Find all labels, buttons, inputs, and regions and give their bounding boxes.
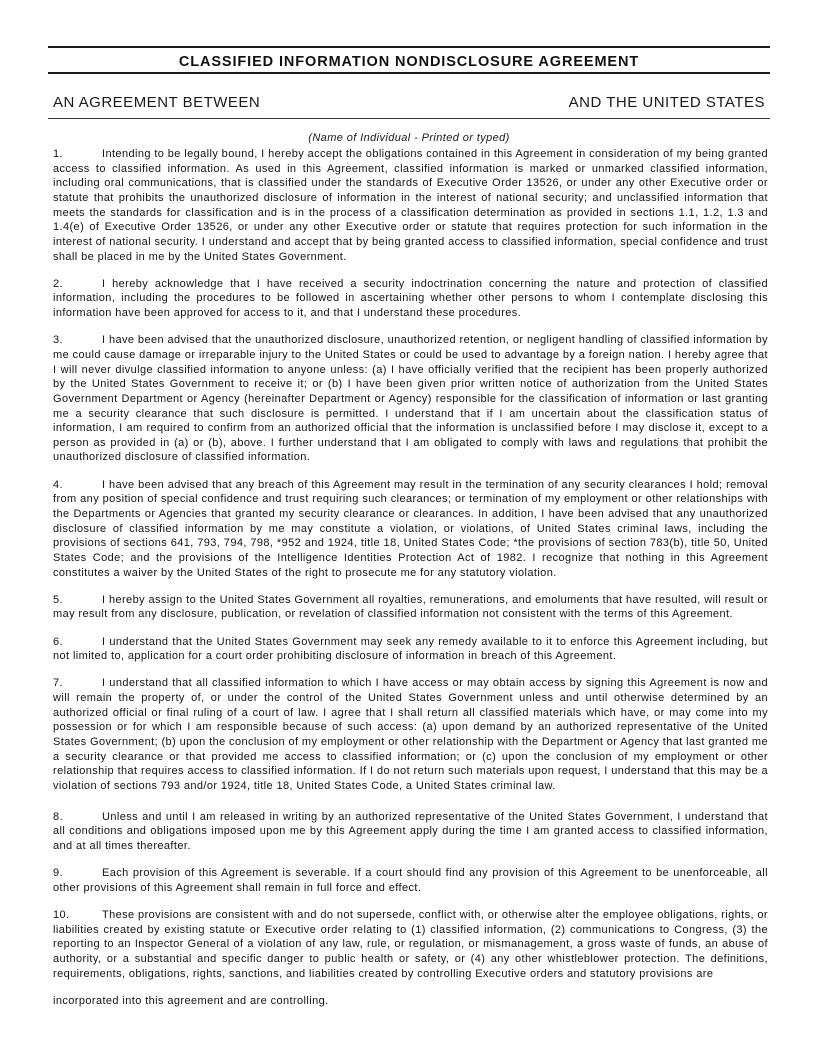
- top-rule: [48, 46, 770, 48]
- paragraph-number: 4.: [53, 478, 63, 491]
- paragraph-number: 9.: [53, 867, 63, 880]
- paragraph-text: I have been advised that the unauthorized disclosure, unauthorized retention, or negligent handling of classified information by me could cause damage or irreparable injury to the United States or could be used to advantage by a foreign nation. I hereby agree that I will never divulge classified information to anyone unless: (a) I have officially verified that the recipient has been properly authorized by the United States Government to receive it; or (b) I have been given prior written notice of authorization from the United States Government Department or Agency (hereinafter Department or Agency) responsible for the classification of information or last granting me a security clearance that such disclosure is permitted. I understand that if I am uncertain about the classification status of information, I am required to confirm from an authorized official that the information is unclassified before I may disclose it, except to a person as provided in (a) or (b), above. I further understand that I am obligated to comply with laws and regulations that prohibit the unauthorized disclosure of classified information.: [53, 334, 768, 464]
- paragraph-2: [53, 277, 768, 321]
- paragraph-number: 1.: [53, 148, 63, 160]
- document-title: CLASSIFIED INFORMATION NONDISCLOSURE AGREEMENT: [178, 54, 640, 70]
- name-line: [48, 118, 770, 119]
- paragraph-number: 3.: [53, 334, 63, 347]
- paragraph-continuation: incorporated into this agreement and are controlling.: [53, 994, 329, 1007]
- paragraph-number: 8.: [53, 810, 63, 823]
- paragraph-number: 7.: [53, 677, 63, 690]
- paragraph-8: [53, 810, 768, 854]
- paragraph-5: [53, 593, 768, 622]
- agreement-body: [53, 147, 768, 1008]
- paragraph-4: [53, 478, 768, 581]
- united-states-label: AND THE UNITED STATES: [568, 94, 765, 111]
- paragraph-text: These provisions are consistent with and do not supersede, conflict with, or otherwise alter the employee obligations, rights, or liabilities created by existing statute or Executive order relating to (1) classified information, (2) communications to Congress, (3) the reporting to an Inspector General of a violation of any law, rule, or regulation, or mismanagement, a gross waste of funds, an abuse of authority, or a substantial and specific danger to public health or safety, or (4) any other whistleblower protection. The definitions, requirements, obligations, rights, sanctions, and liabilities created by controlling Executive orders and statutory provisions are: [53, 908, 768, 980]
- paragraph-text: Intending to be legally bound, I hereby accept the obligations contained in this Agreement in consideration of my being granted access to classified information. As used in this Agreement, classified information is marked or unmarked classified information, including oral communications, that is classified under the standards of Executive Order 13526, or under any other Executive order or statute that prohibits the unauthorized disclosure of information in the interest of national security; and unclassified information that meets the standards for classification and is in the process of a classification determination as provided in sections 1.1, 1.2, 1.3 and 1.4(e) of Executive Order 13526, or under any other Executive order or statute that requires protection for such information in the interest of national security. I understand and accept that by being granted access to classified information, special confidence and trust shall be placed in me by the United States Government.: [53, 148, 768, 263]
- paragraph-9: [53, 866, 768, 895]
- paragraph-text: Each provision of this Agreement is severable. If a court should find any provision of this Agreement to be unenforceable, all other provisions of this Agreement shall remain in full force and effect.: [53, 867, 768, 894]
- paragraph-6: [53, 635, 768, 664]
- paragraph-number: 10.: [53, 908, 70, 921]
- paragraph-1: [53, 147, 768, 264]
- paragraph-text: I hereby acknowledge that I have received a security indoctrination concerning the nature and protection of classified information, including the procedures to be followed in ascertaining whether other persons to whom I contemplate disclosing this information have been approved for access to it, and that I understand these procedures.: [53, 277, 768, 320]
- agreement-between-label: AN AGREEMENT BETWEEN: [53, 94, 261, 111]
- paragraph-text: Unless and until I am released in writing by an authorized representative of the United States Government, I understand that all conditions and obligations imposed upon me by this Agreement apply during the time I am granted access to classified information, and at all times thereafter.: [53, 810, 768, 852]
- paragraph-text: I understand that all classified information to which I have access or may obtain access by signing this Agreement is now and will remain the property of, or under the control of the United States Government unless and until otherwise determined by an authorized official or final ruling of a court of law. I agree that I shall return all classified materials which have, or may come into my possession or for which I am responsible because of such access: (a) upon demand by an authorized representative of the United States Government; (b) upon the conclusion of my employment or other relationship with the Department or Agency that last granted me a security clearance or that provided me access to classified information; or (c) upon the conclusion of my employment or other relationship that requires access to classified information. If I do not return such materials upon request, I understand that this may be a violation of sections 793 and/or 1924, title 18, United States Code, a United States criminal law.: [53, 677, 768, 792]
- title-rule: [48, 72, 770, 74]
- paragraph-number: 2.: [53, 277, 63, 290]
- paragraph-text: I understand that the United States Government may seek any remedy available to it to enforce this Agreement including, but not limited to, application for a court order prohibiting disclosure of information in breach of this Agreement.: [53, 635, 768, 663]
- paragraph-text: I hereby assign to the United States Government all royalties, remunerations, and emoluments that have resulted, will result or may result from any disclosure, publication, or revelation of classified information not consistent with the terms of this Agreement.: [53, 593, 768, 621]
- paragraph-text: I have been advised that any breach of this Agreement may result in the termination of any security clearances I hold; removal from any position of special confidence and trust requiring such clearances; or termination of my employment or other relationships with the Departments or Agencies that granted my security clearance or clearances. In addition, I have been advised that any unauthorized disclosure of classified information by me may constitute a violation, or violations, of United States criminal laws, including the provisions of sections 641, 793, 794, 798, *952 and 1924, title 18, United States Code; *the provisions of section 783(b), title 50, United States Code; and the provisions of the Intelligence Identities Protection Act of 1982. I recognize that nothing in this Agreement constitutes a waiver by the United States of the right to prosecute me for any statutory violation.: [53, 478, 768, 579]
- individual-name-blank: [270, 92, 560, 116]
- paragraph-number: 5.: [53, 593, 63, 606]
- paragraph-number: 6.: [53, 635, 63, 648]
- name-caption: (Name of Individual - Printed or typed): [308, 132, 510, 144]
- paragraph-10: [53, 908, 768, 981]
- paragraph-3: [53, 333, 768, 465]
- paragraph-7: [53, 676, 768, 793]
